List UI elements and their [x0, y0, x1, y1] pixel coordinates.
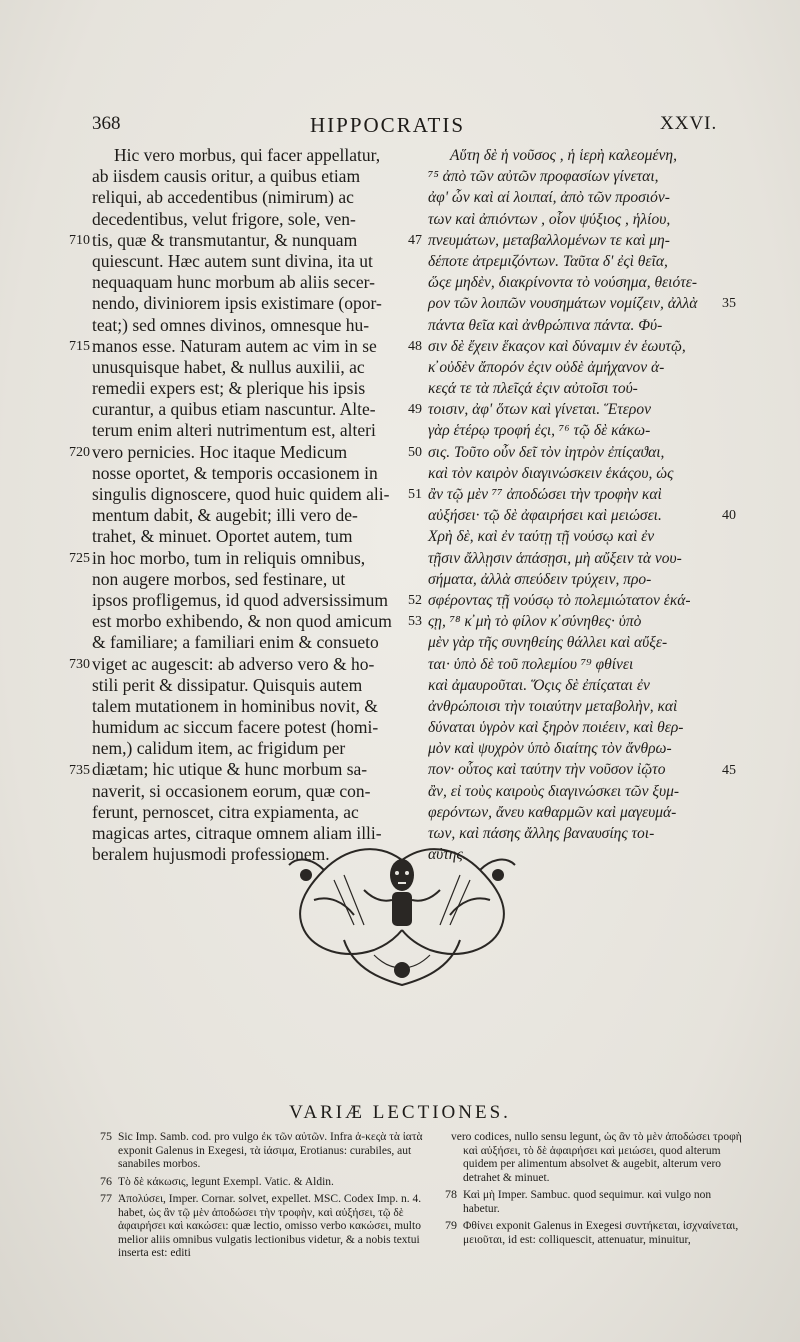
latin-line: terum enim alteri nutrimentum est, alteri [92, 420, 376, 441]
footnote [445, 1188, 745, 1216]
latin-line: nequaquam hunc morbum ab aliis secer- [92, 272, 375, 293]
latin-line: quiescunt. Hæc autem sunt divina, ita ut [92, 250, 373, 271]
greek-line: φερόντων, ἄνευ καθαρμῶν καὶ μαγευμά- [428, 803, 677, 821]
greek-line: καὶ τὸν καιρὸν διαγινώσκειν ἑκάςου, ὡς [428, 464, 674, 482]
greek-line: τῇσιν ἄλλῃσιν ἁπάσῃσι, μὴ αὔξειν τὰ νου- [428, 549, 682, 567]
greek-line: σις. Τοῦτο οὖν δεῖ τὸν ἰητρὸν ἐπίςαϑαι, [428, 443, 665, 461]
latin-line: remedii expers est; & plerique his ipsis [92, 378, 366, 399]
greek-line: Χρὴ δὲ, καὶ ἐν ταύτῃ τῇ νούσῳ καὶ ἐν [428, 528, 655, 546]
latin-line: humidum ac siccum facere potest (homi- [92, 717, 379, 738]
running-title: HIPPOCRATIS [310, 113, 466, 137]
latin-line: nendo, diviniorem ipsis existimare (opor- [92, 293, 382, 314]
latin-line: beralem hujusmodi professionem. [92, 844, 330, 865]
footnote [100, 1192, 430, 1261]
page-header [0, 113, 800, 141]
greek-line: σήματα, ἀλλὰ σπεύδειν τρύχειν, προ- [428, 570, 652, 588]
footnote-text: Φθίνει exponit Galenus in Exegesi συντήκεται, ἰσχναίνεται, μειοῦται, id est: colliquescit, attenuatur, minuitur, [463, 1220, 739, 1246]
greek-line: μὲν γὰρ τῆς συνηθείης θάλλει καὶ αὔξε- [428, 634, 668, 652]
latin-line: diætam; hic utique & hunc morbum sa- [92, 759, 368, 780]
page-number: 368 [92, 113, 121, 134]
footnote-number: 78 [445, 1187, 457, 1201]
greek-line: κεςά τε τὰ πλεῖςά ἐςιν αὐτοῖσι τού- [428, 380, 638, 398]
greek-line: σιν δὲ ἔχειν ἕκαςον καὶ δύναμιν ἐν ἑωυτῷ, [428, 337, 686, 355]
section-number: 47 [408, 232, 422, 248]
latin-line: manos esse. Naturam autem ac vim in se [92, 335, 377, 356]
section-number: 52 [408, 593, 422, 609]
greek-line: ρον τῶν λοιπῶν νουσημάτων νομίζειν, ἀλλὰ [428, 295, 698, 313]
latin-line: & familiare; a familiari enim & consueto [92, 632, 379, 653]
greek-line: ἂν, εἰ τοὺς καιροὺς διαγινώσκει τῶν ξυμ- [428, 782, 680, 800]
latin-line: reliqui, ab accedentibus (nimirum) ac [92, 187, 354, 208]
greek-line: πνευμάτων, μεταβαλλομένων τε καὶ μη- [428, 231, 670, 249]
greek-line: ⁷⁵ ἀπὸ τῶν αὐτῶν προφασίων γίνεται, [428, 168, 659, 186]
latin-line: stili perit & dissipatur. Quisquis autem [92, 674, 363, 695]
greek-line: τοισιν, ἀφ' ὅτων καὶ γίνεται. Ἕτερον [428, 401, 651, 419]
ornament-tailpiece [284, 830, 520, 990]
latin-line: talem mutationem in hominibus novit, & [92, 695, 378, 716]
greek-line: αύτης. [428, 846, 467, 864]
section-number: 48 [408, 338, 422, 354]
latin-line: ab iisdem causis oritur, a quibus etiam [92, 166, 361, 187]
footnote [100, 1175, 430, 1190]
footnote [100, 1130, 430, 1172]
line-number: 715 [69, 338, 90, 354]
footnote-text: Sic Imp. Samb. cod. pro vulgo ἐκ τῶν αὐτῶν. Infra ἀ-κεςὰ τὰ ἰατὰ exponit Galenus in Exegesi, τὰ ἰάσιμα, Erotianus: curabiles, aut sanabiles morbos. [118, 1131, 423, 1170]
greek-line: ὥςε μηδὲν, διακρίνοντα τὸ νούσημα, θειότε- [428, 274, 698, 292]
latin-column [92, 145, 402, 865]
latin-line: nem,) calidum item, ac frigidum per [92, 738, 346, 759]
footnote-text: Καὶ μὴ Imper. Sambuc. quod sequimur. καὶ vulgo non habetur. [463, 1189, 712, 1215]
section-number: 51 [408, 487, 422, 503]
footnote-text: Τὸ δὲ κάκωσις, legunt Exempl. Vatic. & Aldin. [118, 1175, 334, 1188]
line-number: 735 [69, 762, 90, 778]
footnotes-left-column [100, 1130, 430, 1264]
greek-line: ςῃ, ⁷⁸ κ̓ μὴ τὸ φίλον κ̓ σύνηθες· ὑπὸ [428, 613, 642, 631]
greek-line: πον· οὗτος καὶ ταύτην τὴν νοῦσον ἰῷτο [428, 761, 666, 779]
latin-line: tis, quæ & transmutantur, & nunquam [92, 229, 358, 250]
latin-line: ferunt, pernoscet, citra expiamenta, ac [92, 801, 359, 822]
greek-line: ἀφ' ὧν καὶ αἱ λοιπαί, ἀπὸ τῶν προσιόν- [428, 189, 670, 207]
latin-line: trahet, & minuet. Oportet autem, tum [92, 526, 353, 547]
greek-line: γὰρ ἑτέρῳ τροφή ἐςι, ⁷⁶ τῷ δὲ κάκω- [428, 422, 651, 440]
greek-line: πάντα θεῖα καὶ ἀνθρώπινα πάντα. Φύ- [428, 316, 663, 334]
line-number: 710 [69, 232, 90, 248]
line-number: 35 [722, 296, 736, 312]
greek-line: των, καὶ πάσης ἄλλης βαναυσίης τοι- [428, 825, 655, 842]
latin-line: nosse oportet, & temporis occasionem in [92, 462, 378, 483]
greek-line: σφέροντας τῇ νούσῳ τὸ πολεμιώτατον ἑκά- [428, 591, 691, 609]
footnote [445, 1219, 745, 1247]
section-number: 49 [408, 402, 422, 418]
greek-line: δέποτε ἀτρεμιζόντων. Ταῦτα δ' ἐςὶ θεῖα, [428, 252, 668, 270]
variae-lectiones-title: VARIÆ LECTIONES. [289, 1102, 511, 1123]
latin-line: Hic vero morbus, qui facer appellatur, [114, 145, 381, 165]
latin-line: ipsos profligemus, id quod adversissimum [92, 589, 389, 610]
latin-line: naverit, si occasionem eorum, quæ con- [92, 780, 371, 801]
line-number: 730 [69, 656, 90, 672]
footnotes-right-column [445, 1130, 745, 1250]
greek-line: των καὶ ἀπιόντων , οἷον ψύξιος , ἡλίου, [428, 210, 671, 228]
greek-line: καὶ ἀμαυροῦται. Ὅςις δὲ ἐπίςαται ἐν [428, 676, 650, 694]
section-number: 53 [408, 614, 422, 630]
ornament-image [284, 830, 520, 990]
line-number: 40 [722, 508, 736, 524]
latin-line: est morbo exhibendo, & non quod amicum [92, 611, 392, 632]
footnote [445, 1130, 745, 1185]
greek-line: δύναται ὑγρὸν καὶ ξηρὸν ποιέειν, καὶ θερ- [428, 719, 684, 737]
greek-line: ἂν τῷ μὲν ⁷⁷ ἀποδώσει τὴν τροφὴν καὶ [428, 486, 662, 503]
greek-line: Αὕτη δὲ ἡ νοῦσος , ἡ ἱερὴ καλεομένη, [450, 147, 677, 164]
latin-line: in hoc morbo, tum in reliquis omnibus, [92, 547, 366, 568]
section-number: 50 [408, 444, 422, 460]
greek-column [428, 145, 718, 865]
latin-line: unusquisque habet, & nullus auxilii, ac [92, 356, 365, 377]
greek-line: αὐξήσει· τῷ δὲ ἀφαιρήσει καὶ μειώσει. [428, 507, 662, 525]
footnote-number: 76 [100, 1173, 112, 1188]
footnote-text: Ἀπολύσει, Imper. Cornar. solvet, expellet. MSC. Codex Imp. n. 4. habet, ὡς ἂν τῷ μὲν ἀποδώσει τὴν τροφὴν, καὶ αὐξήσει, τῷ δὲ ἀφαιρήσει καὶ κακώσει: quæ lectio, omisso verbo κακώσει, multo melior aliis omnibus vulgatis lectionibus videtur, & a nobis textui inserta est: editi [118, 1193, 422, 1259]
footnote-number: 75 [100, 1129, 112, 1143]
latin-line: teat;) sed omnes divinos, omnesque hu- [92, 314, 370, 335]
footnote-text: vero codices, nullo sensu legunt, ὡς ἂν τὸ μὲν ἀποδώσει τροφὴ καὶ αὐξήσει, τὸ δὲ ἀφαιρήσει καὶ μειώσει, quod alterum quidem per alimentum absolvet & augebit, alterum vero detrahet & minuet. [451, 1131, 742, 1184]
greek-line: ται· ὑπὸ δὲ τοῦ πολεμίου ⁷⁹ φθίνει [428, 655, 634, 673]
footnote-number: 77 [100, 1191, 112, 1205]
line-number: 725 [69, 550, 90, 566]
greek-line: ἀνθρώποισι τὴν τοιαύτην μεταβολὴν, καὶ [428, 697, 678, 715]
latin-line: mentum dabit, & augebit; illi vero de- [92, 505, 358, 526]
line-number: 45 [722, 762, 736, 778]
chapter-number: XXVI. [660, 113, 718, 134]
footnote-number: 79 [445, 1218, 457, 1232]
latin-line: non augere morbos, sed festinare, ut [92, 568, 346, 589]
line-number: 720 [69, 444, 90, 460]
greek-line: μὸν καὶ ψυχρὸν ὑπὸ διαίτης τὸν ἄνθρω- [428, 740, 672, 758]
greek-line: κ̓ οὐδὲν ἄπορόν ἐςιν οὐδὲ ἀμήχανον ἀ- [428, 358, 665, 376]
latin-line: viget ac augescit: ab adverso vero & ho- [92, 653, 375, 674]
latin-line: curantur, a quibus etiam nascuntur. Alte- [92, 399, 376, 420]
latin-line: decedentibus, velut frigore, sole, ven- [92, 208, 356, 229]
latin-line: vero pernicies. Hoc itaque Medicum [92, 441, 348, 462]
latin-line: magicas artes, citraque omnem aliam illi- [92, 823, 382, 843]
latin-line: singulis dignoscere, quod huic quidem ali- [92, 484, 390, 504]
